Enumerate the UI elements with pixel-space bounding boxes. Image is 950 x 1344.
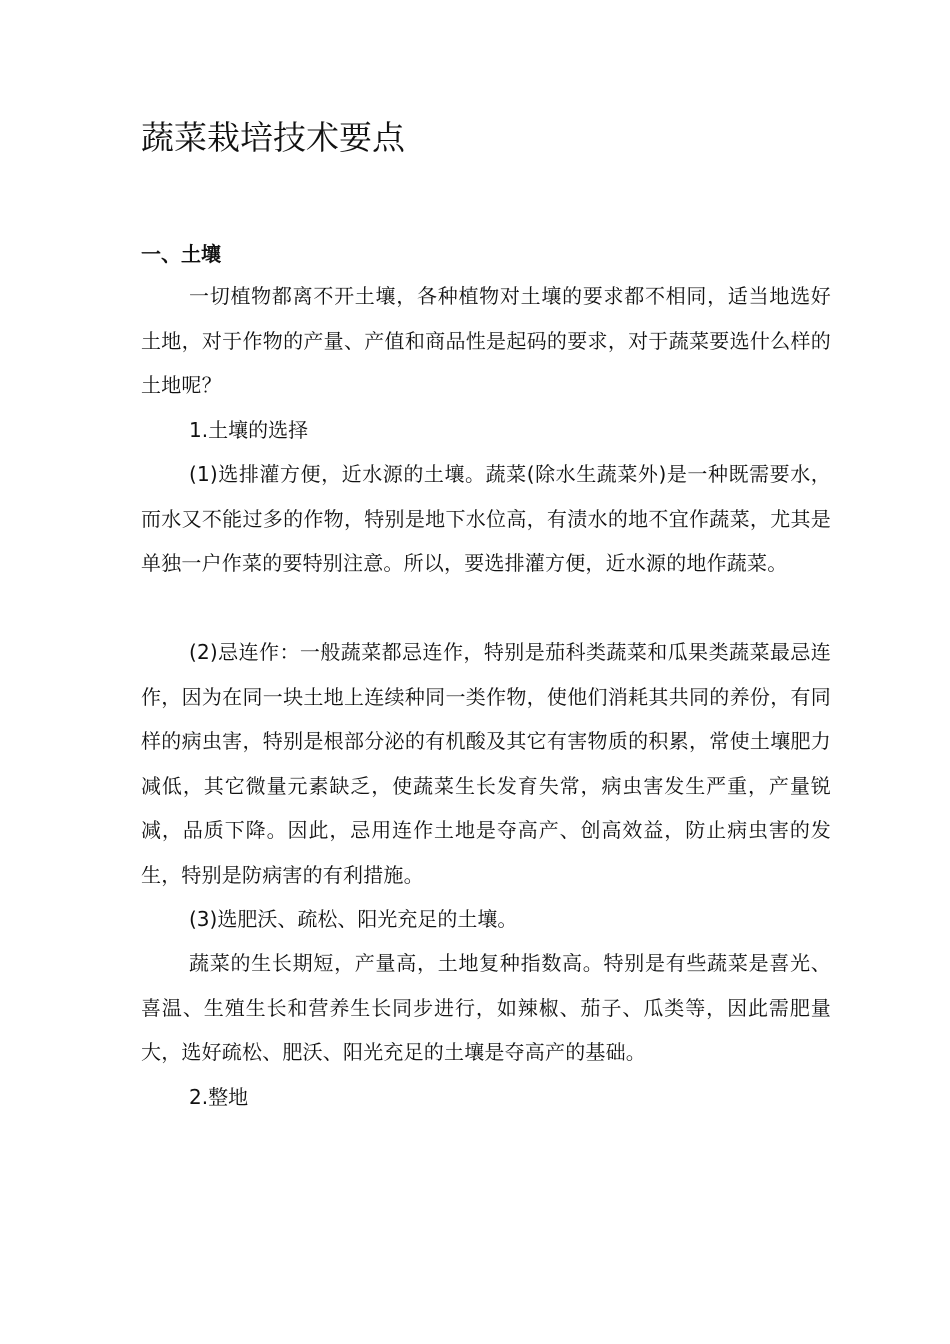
paragraph-item-3-detail: 蔬菜的生长期短，产量高，土地复种指数高。特别是有些蔬菜是喜光、喜温、生殖生长和营养生长同步进行，如辣椒、茄子、瓜类等，因此需肥量大，选好疏松、肥沃、阳光充足的土壤是夺高产的基础。 bbox=[141, 951, 831, 1064]
paragraph-item-2: (2)忌连作：一般蔬菜都忌连作，特别是茄科类蔬菜和瓜果类蔬菜最忌连作，因为在同一块土地上连续种同一类作物，使他们消耗其共同的养份，有同样的病虫害，特别是根部分泌的有机酸及其它有害物质的积累，常使土壤肥力减低，其它微量元素缺乏，使蔬菜生长发育失常，病虫害发生严重，产量锐减，品质下降。因此，忌用连作土地是夺高产、创高效益，防止病虫害的发生，特别是防病害的有利措施。 bbox=[141, 640, 831, 887]
document-title: 蔬菜栽培技术要点 bbox=[141, 118, 405, 157]
paragraph-item-1: (1)选排灌方便，近水源的土壤。蔬菜(除水生蔬菜外)是一种既需要水，而水又不能过多的作物，特别是地下水位高，有渍水的地不宜作蔬菜，尤其是单独一户作菜的要特别注意。所以，要选排灌方便，近水源的地作蔬菜。 bbox=[141, 462, 831, 575]
section-heading-soil: 一、土壤 bbox=[141, 242, 221, 266]
subheading-soil-selection: 1.土壤的选择 bbox=[189, 418, 309, 442]
paragraph-item-3: (3)选肥沃、疏松、阳光充足的土壤。 bbox=[189, 907, 518, 931]
paragraph-intro: 一切植物都离不开土壤，各种植物对土壤的要求都不相同，适当地选好土地，对于作物的产量、产值和商品性是起码的要求，对于蔬菜要选什么样的土地呢？ bbox=[141, 284, 831, 397]
subheading-land-preparation: 2.整地 bbox=[189, 1085, 249, 1109]
